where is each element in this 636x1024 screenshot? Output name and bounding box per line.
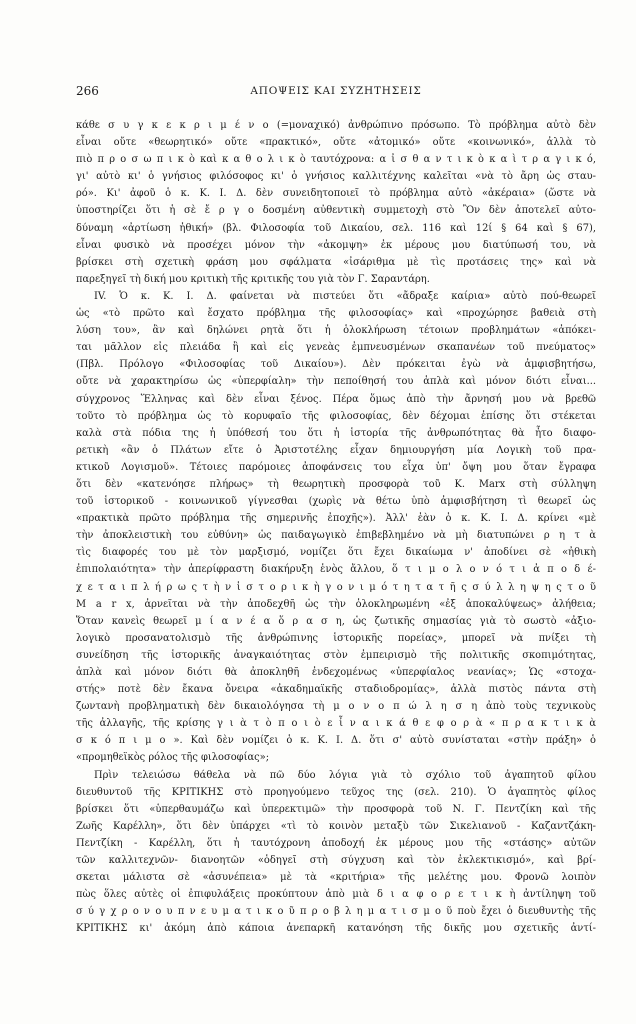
text-line: τοῦτο τὸ πρόβλημα ὡς τὸ κορυφαῖο τῆς φιλοσοφίας, δὲν δέχομαι ἐπίσης ὅτι στέκεται xyxy=(76,410,596,422)
text-line: τῶν καλλιτεχνῶν- διανοητῶν «ὁδηγεῖ στὴ σύγχυση καὶ τὸν ἐκλεκτικισμό», καὶ βρί- xyxy=(76,855,596,867)
text-line: Πεντζίκη - Καρέλλη, ὅτι ἡ ταυτόχρονη ἀποδοχή ἐκ μέρους μου τῆς «στάσης» αὐτῶν xyxy=(76,837,596,849)
text-line: τὶς διαφορές του μὲ τὸν μαρξισμό, νομίζει ὅτι ἔχει δικαίωμα ν' ἀποδίνει σὲ «ἠθικὴ xyxy=(76,547,596,559)
text-line: ται μᾶλλον εἰς πλειάδα ἢ καὶ εἰς γενεὰς ἐμπνευσμένων σκαπανέων τοῦ πνεύματος» xyxy=(76,342,596,354)
text-line: τὴν ἀποκλειστικὴ του εὐθύνη» ὡς παιδαγωγικὸ ἐπιβεβλημένο νὰ μὴ διατυπώνει ρ η τ ὰ xyxy=(76,530,596,542)
text-line: Ζωῆς Καρέλλη», ὅτι δὲν ὑπάρχει «τὶ τὸ κοινὸν μεταξὺ τῶν Σικελιανοῦ - Καζαντζάκη- xyxy=(76,820,596,832)
text-line: M a r x, ἀρνεῖται νὰ τὴν ἀποδεχθῆ ὡς τὴν ὁλοκληρωμένη «ἐξ ἀποκαλύψεως» ἀλήθεια; xyxy=(76,598,596,610)
paragraph xyxy=(76,288,596,767)
text-line: καλὰ στὰ πόδια της ἡ ὑπόθεσή του ὅτι ἡ ἱστορία τῆς ἀνθρωπότητας θὰ ἦτο διαφο- xyxy=(76,427,596,439)
text-line: χ ε τ α ι π λ ή ρ ω ς τ ὴ ν ἱ σ τ ο ρ ι κ ὴ γ ο ν ι μ ό τ η τ α τ ῆ ς σ ύ λ λ η ψ η ς τ ο ῦ xyxy=(76,581,596,593)
text-line: ζωντανὴ προβληματικὴ δὲν δικαιολόγησα τὴ μ ο ν ο π ώ λ η σ η ἀπὸ τοὺς τεχνικοὺς xyxy=(76,701,596,713)
text-line: «προμηθεϊκὸς ρόλος τῆς φιλοσοφίας»; xyxy=(76,752,270,764)
text-line: λύση του», ἂν καὶ δηλώνει ρητὰ ὅτι ἡ ὁλοκλήρωση τέτοιων προβλημάτων «ἀπόκει- xyxy=(76,325,596,337)
text-line: τῆς ἀλλαγῆς, τῆς κρίσης γ ι ὰ τ ὸ π ο ι ὸ ε ἶ ν α ι κ ά θ ε φ ο ρ ὰ « π ρ α κ τ ι κ ὰ xyxy=(76,718,596,730)
text-line: οὔτε νὰ χαρακτηρίσω ὡς «ὑπερφίαλη» τὴν πεποίθησή του ἁπλὰ καὶ μόνον διότι εἶναι... xyxy=(76,376,596,388)
text-line: κάθε σ υ γ κ ε κ ρ ι μ έ ν ο (=μοναχικό) ἀνθρώπινο πρόσωπο. Τὸ πρόβλημα αὐτὸ δὲν xyxy=(76,120,596,131)
header-title: ΑΠΟΨΕΙΣ ΚΑΙ ΣΥΖΗΤΗΣΕΙΣ xyxy=(250,85,422,97)
paragraph xyxy=(76,767,596,938)
text-line: ΚΡΙΤΙΚΗΣ κι' ἀκόμη ἀπὸ κάποια ἀνεπαρκῆ κατανόηση τῆς δικῆς μου σχετικῆς ἀντί- xyxy=(76,923,596,935)
text-line: (Πβλ. Πρόλογο «Φιλοσοφίας τοῦ Δικαίου»). Δὲν πρόκειται ἐγὼ νὰ ἀμφισβητήσω, xyxy=(76,359,596,371)
text-line: ρετικὴ «ἂν ὁ Πλάτων εἴτε ὁ Ἀριστοτέλης εἶχαν δημιουργήση μία Λογικὴ τοῦ πρα- xyxy=(76,444,596,456)
text-line: βρίσκει ὅτι «ὑπερθαυμάζω καὶ ὑπερεκτιμῶ» τὴν προσφορὰ τοῦ Ν. Γ. Πεντζίκη καὶ τῆς xyxy=(76,803,596,815)
text-line: παρεξηγεῖ τὴ δική μου κριτικὴ τῆς κριτικῆς του γιὰ τὸν Γ. Σαραντάρη. xyxy=(76,273,430,285)
text-line: συνείδηση τῆς ἱστορικῆς ἀναγκαιότητας στὸν ἐμπειρισμὸ τῆς πολιτικῆς σκοπιμότητας, xyxy=(76,649,596,661)
text-line: σ ύ γ χ ρ ο ν ο υ π ν ε υ μ α τ ι κ ο ῦ π ρ ο β λ η μ α τ ι σ μ ο ῦ ποὺ ἔχει ὁ διευθυντὴς τῆς xyxy=(76,906,596,918)
text-line: σύγχρονος Ἕλληνας καὶ δὲν εἶναι ξένος. Πέρα ὅμως ἀπὸ τὴν ἄρνησή μου νὰ βρεθῶ xyxy=(76,393,596,405)
text-line: IV. Ὁ κ. Κ. Ι. Δ. φαίνεται νὰ πιστεύει ὅτι «ἄδραξε καίρια» αὐτὸ πού-θεωρεῖ xyxy=(94,290,596,302)
page-number: 266 xyxy=(76,84,99,98)
paragraph xyxy=(76,117,596,288)
text-line: σκεται μάλιστα σὲ «ἀσυνέπεια» μὲ τὰ «κριτήρια» τῆς μελέτης μου. Φρονῶ λοιπὸν xyxy=(76,872,596,884)
text-line: δύναμη «ἀρτίωση ἠθική» (βλ. Φιλοσοφία τοῦ Δικαίου, σελ. 116 καὶ 12ί § 64 καὶ § 67), xyxy=(76,222,596,234)
text-line: ὑποστηρίζει ὅτι ἡ σὲ ἔ ρ γ ο δοσμένη αὐθεντικὴ συμμετοχὴ στὸ Ὂν δὲν ἀποτελεῖ αὐτο- xyxy=(76,205,596,217)
text-line: ρό». Κι' ἀφοῦ ὁ κ. Κ. Ι. Δ. δὲν συνειδητοποιεῖ τὸ πρόβλημα αὐτὸ «ἀκέραια» (ὥστε νὰ xyxy=(76,188,596,200)
running-header xyxy=(76,84,596,104)
text-line: ἁπλὰ καὶ μόνον διότι θὰ ἀποκληθῆ ἐνδεχομένως «ὑπερφίαλος νεανίας»; Ὡς «στοχα- xyxy=(76,667,596,678)
text-line: ὡς «τὸ πρῶτο καὶ ἔσχατο πρόβλημα τῆς φιλοσοφίας» καὶ «προχώρησε βαθειὰ στὴ xyxy=(76,308,596,320)
text-line: τοῦ ἱστορικοῦ - κοινωνικοῦ γίγνεσθαι (χωρὶς νὰ θέτω ὑπὸ ἀμφισβήτηση τὶ θεωρεῖ ὡς xyxy=(76,496,596,508)
text-line: Πρὶν τελειώσω θάθελα νὰ πῶ δύο λόγια γιὰ τὸ σχόλιο τοῦ ἀγαπητοῦ φίλου xyxy=(94,769,596,781)
text-line: διευθυντοῦ τῆς ΚΡΙΤΙΚΗΣ στὸ προηγούμενο τεῦχος της (σελ. 210). Ὁ ἀγαπητὸς φίλος xyxy=(76,786,596,798)
text-line: βρίσκει στὴ σχετικὴ φράση μου σφάλματα «ἰσάριθμα μὲ τὶς προτάσεις της» καὶ νὰ xyxy=(76,256,596,268)
text-line: γι' αὐτὸ κι' ὁ γνήσιος φιλόσοφος κι' ὁ γνήσιος καλλιτέχνης καλεῖται «νὰ τὸ ἄρη ὡς σταυ- xyxy=(76,171,596,183)
text-line: στής» ποτὲ δὲν ἔκανα ὄνειρα «ἀκαδημαϊκῆς σταδιοδρομίας», ἀλλὰ πιστὸς πάντα στὴ xyxy=(76,684,596,696)
text-line: ὅτι δὲν «κατενόησε πλήρως» τὴ θεωρητικὴ προσφορὰ τοῦ Κ. Marx στὴ σύλληψη xyxy=(76,478,596,490)
text-line: σ κ ό π ι μ ο ». Καὶ δὲν νομίζει ὁ κ. Κ. Ι. Δ. ὅτι σ' αὐτὸ συνίσταται «στὴν πράξη» ὁ xyxy=(76,735,596,747)
body-text xyxy=(76,117,596,938)
text-line: εἶναι οὔτε «θεωρητικό» οὔτε «πρακτικό», οὔτε «ἀτομικό» οὔτε «κοινωνικό», ἀλλὰ τὸ xyxy=(76,137,596,149)
text-line: Ὅταν κανεὶς θεωρεῖ μ ί α ν έ α ὅ ρ α σ η, ὡς ζωτικῆς σημασίας γιὰ τὸ σωστὸ «ἀξιο- xyxy=(76,615,596,627)
text-line: «πρακτικὰ πρῶτο πρόβλημα τῆς σημερινῆς ἐποχῆς»). Ἀλλ' ἐὰν ὁ κ. Κ. Ι. Δ. κρίνει «μὲ xyxy=(76,513,596,525)
text-line: κτικοῦ Λογισμοῦ». Τέτοιες παρόμοιες ἀποφάνσεις του εἶχα ὑπ' ὄψη μου ὅταν ἔγραφα xyxy=(76,461,596,473)
text-line: πὼς ὅλες αὐτὲς οἱ ἐπιφυλάξεις προκύπτουν ἀπὸ μιὰ δ ι α φ ο ρ ε τ ι κ ὴ ἀντίληψη τοῦ xyxy=(76,889,596,901)
text-line: ἐπιπολαιότητα» τὴν ἀπερίφραστη διακήρυξη ἑνὸς ἄλλου, ὅ τ ι μ ο λ ο ν ό τ ι ἀ π ο δ έ- xyxy=(76,564,596,576)
text-line: εἶναι φυσικὸ νὰ προσέχει μόνον τὴν «ἀκομψη» ἐκ μέρους μου διατύπωσή του, νὰ xyxy=(76,239,596,251)
text-line: πιὸ π ρ ο σ ω π ι κ ὸ καὶ κ α θ ο λ ι κ ὸ ταυτόχρονα: α ἰ σ θ α ν τ ι κ ὸ κ α ὶ τ ρ α γ ι κ ό, xyxy=(76,154,596,166)
text-line: λογικὸ προσανατολισμὸ τῆς ἀνθρώπινης ἱστορικῆς πορείας», μπορεῖ νὰ πνίξει τὴ xyxy=(76,632,596,644)
